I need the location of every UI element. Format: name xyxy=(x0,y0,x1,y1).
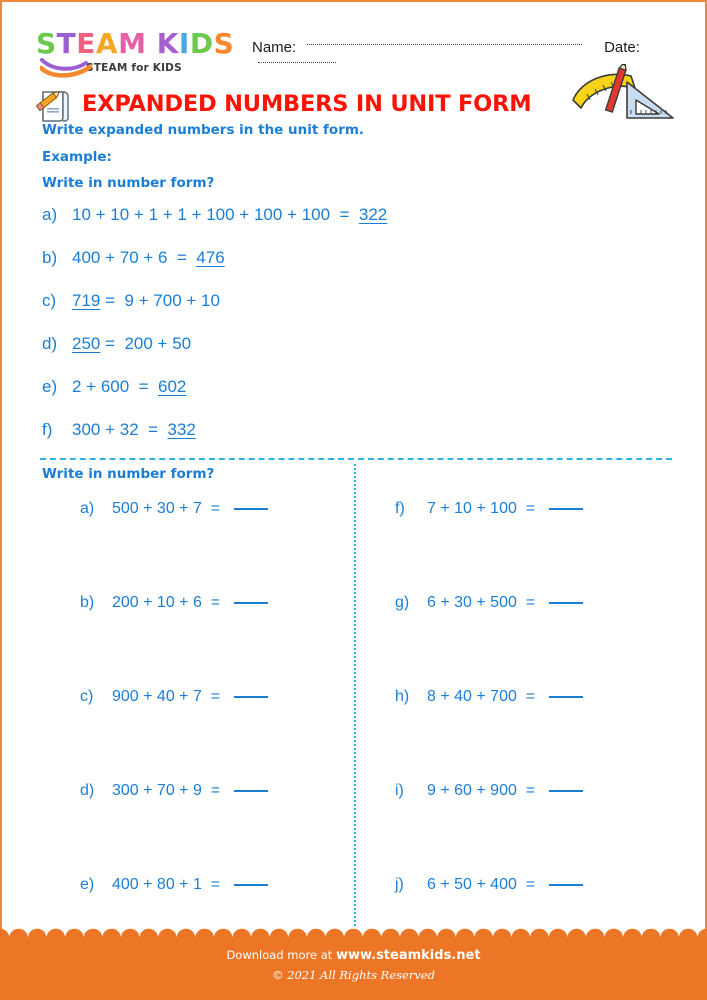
example-expression: = 200 + 50 xyxy=(100,334,192,353)
example-answer: 250 xyxy=(72,334,101,353)
exercise-expression: 7 + 10 + 100 = xyxy=(427,500,544,517)
answer-blank[interactable] xyxy=(234,884,268,886)
instruction-text: Write expanded numbers in the unit form. xyxy=(42,122,365,138)
worksheet-title-row xyxy=(36,84,531,124)
answer-blank[interactable] xyxy=(549,696,583,698)
example-row xyxy=(42,377,602,420)
exercise-expression: 900 + 40 + 7 = xyxy=(112,688,229,705)
example-row-letter: b) xyxy=(42,248,58,267)
example-prompt: Write in number form? xyxy=(42,175,215,191)
paper-pencil-icon xyxy=(36,84,74,124)
logo-letter-9: S xyxy=(213,27,235,60)
example-row xyxy=(42,248,602,291)
example-expression: 2 + 600 = xyxy=(72,377,159,396)
name-date-row xyxy=(252,39,692,65)
example-row-letter: c) xyxy=(42,291,57,310)
example-row xyxy=(42,205,602,248)
example-expression: 10 + 10 + 1 + 1 + 100 + 100 + 100 = xyxy=(72,205,359,224)
page-footer xyxy=(0,928,707,1000)
exercise-expression: 6 + 30 + 500 = xyxy=(427,594,544,611)
exercise-expression: 9 + 60 + 900 = xyxy=(427,782,544,799)
name-label: Name: xyxy=(252,39,297,57)
example-expression: = 9 + 700 + 10 xyxy=(100,291,220,310)
exercise-row-letter: h) xyxy=(395,688,410,705)
exercise-row xyxy=(395,782,695,876)
exercise-row xyxy=(80,782,380,876)
date-label: Date: xyxy=(604,39,640,57)
exercise-expression: 8 + 40 + 700 = xyxy=(427,688,544,705)
answer-blank[interactable] xyxy=(549,602,583,604)
example-answer: 602 xyxy=(158,377,187,396)
exercise-expression: 6 + 50 + 400 = xyxy=(427,876,544,893)
answer-blank[interactable] xyxy=(234,508,268,510)
exercise-row-letter: g) xyxy=(395,594,410,611)
exercise-row-letter: f) xyxy=(395,500,405,517)
example-list xyxy=(42,205,602,463)
name-input-line[interactable] xyxy=(307,44,582,45)
exercise-row-letter: c) xyxy=(80,688,94,705)
answer-blank[interactable] xyxy=(549,884,583,886)
footer-site-link[interactable]: www.steamkids.net xyxy=(335,948,481,963)
logo-letter-7: I xyxy=(178,27,190,60)
example-label: Example: xyxy=(42,149,112,165)
example-answer: 332 xyxy=(167,420,196,439)
exercise-column-right xyxy=(395,500,695,970)
example-answer: 322 xyxy=(358,205,388,224)
answer-blank[interactable] xyxy=(549,508,583,510)
exercise-expression: 200 + 10 + 6 = xyxy=(112,594,229,611)
exercise-expression: 300 + 70 + 9 = xyxy=(112,782,229,799)
answer-blank[interactable] xyxy=(234,602,268,604)
example-answer: 476 xyxy=(196,248,225,267)
example-row xyxy=(42,334,602,377)
logo-letter-1: T xyxy=(56,27,77,60)
footer-download-prefix: Download more at xyxy=(226,948,336,962)
answer-blank[interactable] xyxy=(234,790,268,792)
example-row-letter: d) xyxy=(42,334,58,353)
example-row-letter: a) xyxy=(42,205,58,224)
footer-download-text xyxy=(0,948,707,963)
example-row xyxy=(42,420,602,463)
example-row-letter: e) xyxy=(42,377,58,396)
example-expression: 300 + 32 = xyxy=(72,420,168,439)
exercise-row xyxy=(395,688,695,782)
exercise-row xyxy=(80,594,380,688)
logo-letter-0: S xyxy=(36,27,57,60)
logo-swoosh-icon xyxy=(40,56,94,78)
example-row-letter: f) xyxy=(42,420,53,439)
exercise-row-letter: i) xyxy=(395,782,404,799)
example-expression: 400 + 70 + 6 = xyxy=(72,248,197,267)
exercise-prompt: Write in number form? xyxy=(42,466,215,482)
exercise-row-letter: d) xyxy=(80,782,95,799)
ruler-pencil-triangle-icon xyxy=(565,64,680,126)
logo-letter-3: A xyxy=(95,27,119,60)
page-title: EXPANDED NUMBERS IN UNIT FORM xyxy=(82,91,532,117)
exercise-column-left xyxy=(80,500,380,970)
exercise-expression: 400 + 80 + 1 = xyxy=(112,876,229,893)
answer-blank[interactable] xyxy=(549,790,583,792)
footer-copyright: © 2021 All Rights Reserved xyxy=(271,968,435,982)
logo-letter-5 xyxy=(146,30,156,58)
answer-blank[interactable] xyxy=(234,696,268,698)
exercise-row-letter: e) xyxy=(80,876,95,893)
steam-kids-logo xyxy=(36,27,235,74)
logo-letter-4: M xyxy=(118,27,147,60)
exercise-row-letter: b) xyxy=(80,594,95,611)
horizontal-dashed-divider xyxy=(40,458,672,460)
logo-letter-2: E xyxy=(76,27,96,60)
example-row xyxy=(42,291,602,334)
exercise-row xyxy=(395,594,695,688)
logo-letter-8: D xyxy=(189,27,214,60)
exercise-expression: 500 + 30 + 7 = xyxy=(112,500,229,517)
example-answer: 719 xyxy=(72,291,101,310)
logo-letter-6: K xyxy=(156,27,179,60)
logo-tagline: STEAM for KIDS xyxy=(86,62,182,74)
exercise-row xyxy=(80,500,380,594)
exercise-row-letter: a) xyxy=(80,500,95,517)
exercise-row-letter: j) xyxy=(395,876,404,893)
exercise-row xyxy=(80,688,380,782)
logo-wordmark xyxy=(36,27,235,60)
date-input-line[interactable] xyxy=(258,62,336,63)
exercise-row xyxy=(395,500,695,594)
